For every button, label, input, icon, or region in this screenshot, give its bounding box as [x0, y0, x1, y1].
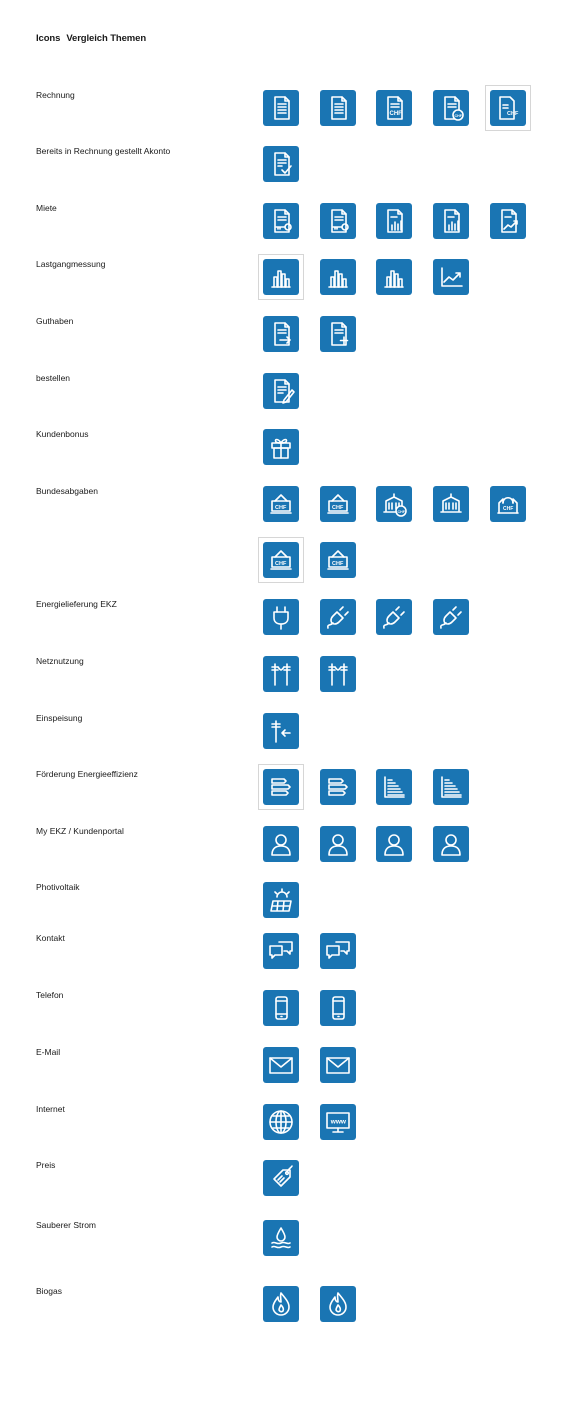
chat-bubbles-icon[interactable] — [320, 933, 356, 969]
credit-plus-icon[interactable] — [320, 316, 356, 352]
svg-text:CHF: CHF — [503, 506, 514, 512]
svg-text:CHF: CHF — [397, 510, 405, 514]
invoice-icon[interactable] — [320, 90, 356, 126]
power-pole-icon[interactable] — [320, 656, 356, 692]
mobile-phone-icon[interactable] — [320, 990, 356, 1026]
row-label: Miete — [36, 203, 57, 213]
rent-chart-icon[interactable] — [376, 203, 412, 239]
svg-text:www: www — [330, 1118, 346, 1126]
invoice-chf-corner-icon[interactable] — [490, 90, 526, 126]
federal-building-badge-icon[interactable] — [376, 486, 412, 522]
row-label: Kundenbonus — [36, 429, 89, 439]
row-label: Bundesabgaben — [36, 486, 98, 496]
efficiency-steps-icon[interactable] — [376, 769, 412, 805]
plug-icon[interactable] — [263, 599, 299, 635]
bar-chart-icon[interactable] — [320, 259, 356, 295]
rent-key-icon[interactable] — [263, 203, 299, 239]
price-tag-icon[interactable] — [263, 1160, 299, 1196]
federal-dome-chf-icon[interactable] — [490, 486, 526, 522]
mobile-phone-icon[interactable] — [263, 990, 299, 1026]
envelope-icon[interactable] — [263, 1047, 299, 1083]
rent-trend-icon[interactable] — [490, 203, 526, 239]
federal-building-icon[interactable] — [433, 486, 469, 522]
power-pole-arrow-icon[interactable] — [263, 713, 299, 749]
invoice-check-icon[interactable] — [263, 146, 299, 182]
row-label: Biogas — [36, 1286, 62, 1296]
flame-icon[interactable] — [263, 1286, 299, 1322]
row-label: E-Mail — [36, 1047, 61, 1057]
federal-building-chf-icon[interactable] — [263, 542, 299, 578]
row-label: Energielieferung EKZ — [36, 599, 117, 609]
row-label: Netznutzung — [36, 656, 84, 666]
rent-key-icon[interactable] — [320, 203, 356, 239]
rent-chart-icon[interactable] — [433, 203, 469, 239]
solar-panel-icon[interactable] — [263, 882, 299, 918]
row-label: bestellen — [36, 373, 71, 383]
plug-cable-icon[interactable] — [376, 599, 412, 635]
bar-chart-icon[interactable] — [376, 259, 412, 295]
water-drop-waves-icon[interactable] — [263, 1220, 299, 1256]
flame-icon[interactable] — [320, 1286, 356, 1322]
monitor-www-icon[interactable] — [320, 1104, 356, 1140]
efficiency-bars-icon[interactable] — [263, 769, 299, 805]
row-label: My EKZ / Kundenportal — [36, 826, 124, 836]
row-label: Kontakt — [36, 933, 65, 943]
user-icon[interactable] — [263, 826, 299, 862]
efficiency-steps-icon[interactable] — [433, 769, 469, 805]
svg-text:CHF: CHF — [332, 505, 344, 511]
order-pen-icon[interactable] — [263, 373, 299, 409]
row-label: Lastgangmessung — [36, 259, 106, 269]
page-title — [36, 33, 152, 44]
credit-arrow-icon[interactable] — [263, 316, 299, 352]
user-icon[interactable] — [376, 826, 412, 862]
row-label: Förderung Energieeffizienz — [36, 769, 138, 779]
user-icon[interactable] — [320, 826, 356, 862]
row-label: Rechnung — [36, 90, 75, 100]
federal-building-chf-icon[interactable] — [320, 542, 356, 578]
svg-text:CHF: CHF — [389, 111, 402, 117]
svg-text:CHF: CHF — [332, 561, 344, 567]
invoice-chf-icon[interactable] — [376, 90, 412, 126]
row-label: Preis — [36, 1160, 56, 1170]
row-label: Einspeisung — [36, 713, 83, 723]
bar-chart-icon[interactable] — [263, 259, 299, 295]
chat-bubbles-icon[interactable] — [263, 933, 299, 969]
globe-icon[interactable] — [263, 1104, 299, 1140]
row-label: Sauberer Strom — [36, 1220, 96, 1230]
title-icons: Icons — [36, 33, 61, 44]
row-label: Bereits in Rechnung gestellt Akonto — [36, 146, 171, 156]
invoice-icon[interactable] — [263, 90, 299, 126]
row-label: Telefon — [36, 990, 64, 1000]
gift-icon[interactable] — [263, 429, 299, 465]
plug-cable-icon[interactable] — [433, 599, 469, 635]
line-chart-icon[interactable] — [433, 259, 469, 295]
user-icon[interactable] — [433, 826, 469, 862]
svg-text:CHF: CHF — [507, 111, 519, 117]
power-pole-icon[interactable] — [263, 656, 299, 692]
row-label: Guthaben — [36, 316, 74, 326]
invoice-chf-badge-icon[interactable] — [433, 90, 469, 126]
title-vergleich: Vergleich Themen — [66, 33, 147, 44]
row-label: Photivoltaik — [36, 882, 80, 892]
envelope-icon[interactable] — [320, 1047, 356, 1083]
svg-text:CHF: CHF — [275, 505, 287, 511]
row-label: Internet — [36, 1104, 65, 1114]
svg-text:CHF: CHF — [275, 561, 287, 567]
federal-building-chf-icon[interactable] — [320, 486, 356, 522]
plug-cable-icon[interactable] — [320, 599, 356, 635]
federal-building-chf-icon[interactable] — [263, 486, 299, 522]
efficiency-bars-icon[interactable] — [320, 769, 356, 805]
svg-text:CHF: CHF — [454, 114, 462, 118]
